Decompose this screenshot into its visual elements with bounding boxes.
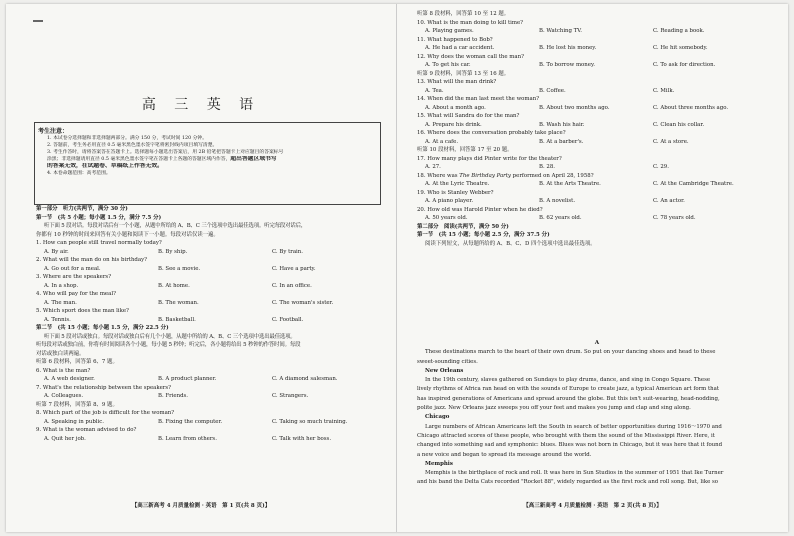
question-options: A. Go out for a meal. B. See a movie. C. Have a party. xyxy=(44,265,316,272)
page-title: 高 三 英 语 xyxy=(141,97,261,113)
question-options: A. 50 years old. B. 62 years old. C. 78 years old. xyxy=(425,215,696,221)
passage-line: lively rhythms of Africa ran head on with the sounds of Europe to create jazz, a typical American art form that xyxy=(417,386,720,393)
page-1 xyxy=(6,4,397,532)
notice-items xyxy=(47,135,377,177)
material-note: 听第 6 段材料，回答第 6、7 题。 xyxy=(36,359,118,365)
play-title: The Birthday Party xyxy=(459,172,511,179)
instructions: 听下面 5 段对话。每段对话后有一个小题，从题中所给的 A、B、C 三个选项中选出最佳选项。听完每段对话后， xyxy=(44,223,307,229)
question: 16. Where does the conversation probably take place? xyxy=(417,130,566,136)
question: 12. Why does the woman call the man? xyxy=(417,53,524,60)
question-options: A. Quit her job. B. Learn from others. C. Talk with her boss. xyxy=(44,435,332,442)
listening-continued xyxy=(417,10,777,248)
question: 14. When did the man last meet the woman? xyxy=(417,96,540,102)
question-options: A. A web designer. B. A product planner. C. A diamond salesman. xyxy=(44,376,338,382)
section-heading: 第一节 (共 5 小题；每小题 1.5 分，满分 7.5 分) xyxy=(36,214,162,221)
instructions: 对话或独白读两遍。 xyxy=(36,350,85,357)
question-options: A. At the Lyric Theatre. B. At the Arts Theatre. C. At the Cambridge Theatre. xyxy=(425,181,734,187)
question: 7. What's the relationship between the speakers? xyxy=(36,384,172,391)
passage-label: A xyxy=(594,340,600,346)
passage-line: sweet-sounding cities. xyxy=(417,358,478,365)
question: 2. What will the man do on his birthday? xyxy=(36,257,148,263)
question-options: A. Colleagues. B. Friends. C. Strangers. xyxy=(44,393,309,399)
question: 18. Where was The Birthday Party performed on April 28, 1958? xyxy=(417,172,594,179)
passage-line: In the 19th century, slaves gathered on Sundays to play drums, dance, and sing in Congo Square. These xyxy=(425,377,711,384)
passage-line: Memphis is the birthplace of rock and roll. It was here in Sun Studios in the summer of 1951 that Ike Turner xyxy=(425,470,724,477)
instructions: 你都有 10 秒钟的时间来回答有关小题和阅读下一小题。每段对话仅读一遍。 xyxy=(36,231,219,238)
notice-highlight: 超出答题区域书写 xyxy=(230,156,277,162)
passage-line: changed into something sad and symphonic: blues. Blues was not born in Chicago, but it was here that it found xyxy=(417,442,723,449)
question: 20. How old was Harold Pinter when he died? xyxy=(417,206,543,213)
question-options: A. The man. B. The woman. C. The woman's sister. xyxy=(44,299,334,306)
question: 11. What happened to Bob? xyxy=(417,36,493,43)
question-options: A. Playing games. B. Watching TV. C. Reading a book. xyxy=(425,28,705,34)
question-options: A. In a shop. B. At home. C. In an office. xyxy=(44,282,312,289)
material-note: 听第 8 段材料，回答第 10 至 12 题。 xyxy=(417,11,510,17)
subheading-new-orleans: New Orleans xyxy=(425,367,464,374)
section-heading: 第二节 (共 15 小题；每小题 1.5 分，满分 22.5 分) xyxy=(36,325,169,331)
material-note: 听第 10 段材料，回答第 17 至 20 题。 xyxy=(417,147,513,153)
passage-line: These destinations march to the heart of their own drum. So put on your dancing shoes and head to these xyxy=(425,349,716,356)
page-footer: 【高三新高考 4 月质量检测 · 英语 第 1 页(共 8 页)】 xyxy=(131,503,271,509)
question-options: A. Tea. B. Coffee. C. Milk. xyxy=(425,87,675,94)
question-options: A. To get his car. B. To borrow money. C. To ask for direction. xyxy=(425,62,716,68)
subheading-memphis: Memphis xyxy=(425,460,453,467)
passage-line: and his band the Delta Cats recorded "Rocket 88", widely regarded as the first rock and roll song. But, like so xyxy=(417,479,719,486)
question: 13. What will the man drink? xyxy=(417,79,497,85)
notice-header: 考生注意： xyxy=(38,128,69,135)
passage-line: has inspired generations of Americans and spread around the globe. But this isn't suit-wearing, head-nodding, xyxy=(417,395,720,402)
question-options: A. He had a car accident. B. He lost his money. C. He hit somebody. xyxy=(425,45,708,51)
question: 8. Which part of the job is difficult for the woman? xyxy=(36,410,175,416)
passage-line: Large numbers of African Americans left the South in search of better opportunities during 1916～1970 and xyxy=(425,423,722,430)
notice-item: 4. 本卷命题范围：高考范围。 xyxy=(47,171,111,176)
notice-item: 涂黑；非选择题请用直径 0.5 毫米黑色墨水签字笔在答题卡上各题的答题区域内作答，超出答题区域书写 xyxy=(47,156,277,162)
instructions: 阅读下列短文，从每题所给的 A、B、C、D 四个选项中选出最佳选项。 xyxy=(425,240,596,247)
question: 9. What is the woman advised to do? xyxy=(36,427,137,433)
passage-line: Chicago attracted scores of these people, who brought with them the sound of the Mississippi River. Here, it xyxy=(417,432,715,439)
page-footer: 【高三新高考 4 月质量检测 · 英语 第 2 页(共 8 页)】 xyxy=(523,503,662,509)
part-heading: 第一部分 听力(共两节，满分 30 分) xyxy=(36,206,128,212)
part-heading: 第二部分 阅读(共两节，满分 50 分) xyxy=(417,223,509,230)
material-note: 听第 9 段材料，回答第 13 至 16 题。 xyxy=(417,70,510,77)
page-2 xyxy=(397,4,788,532)
question: 19. Who is Stanley Webber? xyxy=(417,189,494,196)
exam-sheet xyxy=(6,4,788,532)
question: 17. How many plays did Pinter write for the theater? xyxy=(417,155,562,162)
question: 5. Which sport does the man like? xyxy=(36,308,129,314)
material-note: 听第 7 段材料，回答第 8、9 题。 xyxy=(36,401,118,408)
question: 6. What is the man? xyxy=(36,367,91,374)
notice-item: 3. 考生作答时，请将答案答在答题卡上。选择题每小题选出答案后，用 2B 铅笔把答题卡上对应题目的答案标号 xyxy=(47,150,284,155)
question: 4. Who will pay for the meal? xyxy=(36,291,116,297)
notice-item: 1. 本试卷分选择题和非选择题两部分。满分 150 分，考试时间 120 分钟。 xyxy=(47,136,208,141)
question-options: A. At a cafe. B. At a barber's. C. At a store. xyxy=(425,138,689,145)
notice-box xyxy=(34,122,381,205)
question-options: A. Tennis. B. Basketball. C. Football. xyxy=(44,316,304,323)
question-options: A. About a month ago. B. About two months ago. C. About three months ago. xyxy=(425,104,729,111)
section-heading: 第一节 (共 15 小题；每小题 2.5 分，满分 37.5 分) xyxy=(417,232,550,238)
question: 1. How can people still travel normally today? xyxy=(36,240,162,246)
question-options: A. Speaking in public. B. Fixing the computer. C. Taking so much training. xyxy=(44,418,348,425)
listening-section xyxy=(36,205,381,443)
question-options: A. A piano player. B. A novelist. C. An actor. xyxy=(425,198,685,204)
instructions: 听下面 5 段对话或独白。每段对话或独白后有几个小题，从题中所给的 A、B、C 三个选项中选出最佳选项。 xyxy=(44,333,296,340)
passage-line: polite jazz. New Orleans jazz sweeps you off your feet and makes you jump and clap and sing along. xyxy=(417,405,691,412)
question: 3. Where are the speakers? xyxy=(36,274,112,280)
question: 15. What will Sandra do for the man? xyxy=(417,113,520,119)
question-options: A. Prepare his drink. B. Wash his hair. C. Clean his collar. xyxy=(425,121,705,128)
instructions: 听每段对话或独白前，你将有时间阅读各个小题，每小题 5 秒钟；听完后，各小题将给出 5 秒钟的作答时间。每段 xyxy=(36,342,301,348)
question: 10. What is the man doing to kill time? xyxy=(417,19,524,26)
notice-item: 的答案无效，在试题卷、草稿纸上作答无效。 xyxy=(47,163,163,169)
subheading-chicago: Chicago xyxy=(425,414,450,421)
corner-mark xyxy=(33,20,43,22)
reading-passage xyxy=(417,339,777,488)
question-options: A. By air. B. By ship. C. By train. xyxy=(44,248,303,255)
question-options: A. 27. B. 28. C. 29. xyxy=(425,164,669,170)
notice-item: 2. 答题前，考生务必用直径 0.5 毫米黑色墨水签字笔将密封线内项目填写清楚。 xyxy=(47,143,218,148)
passage-line: a new voice and began to spread its message around the world. xyxy=(417,451,592,458)
